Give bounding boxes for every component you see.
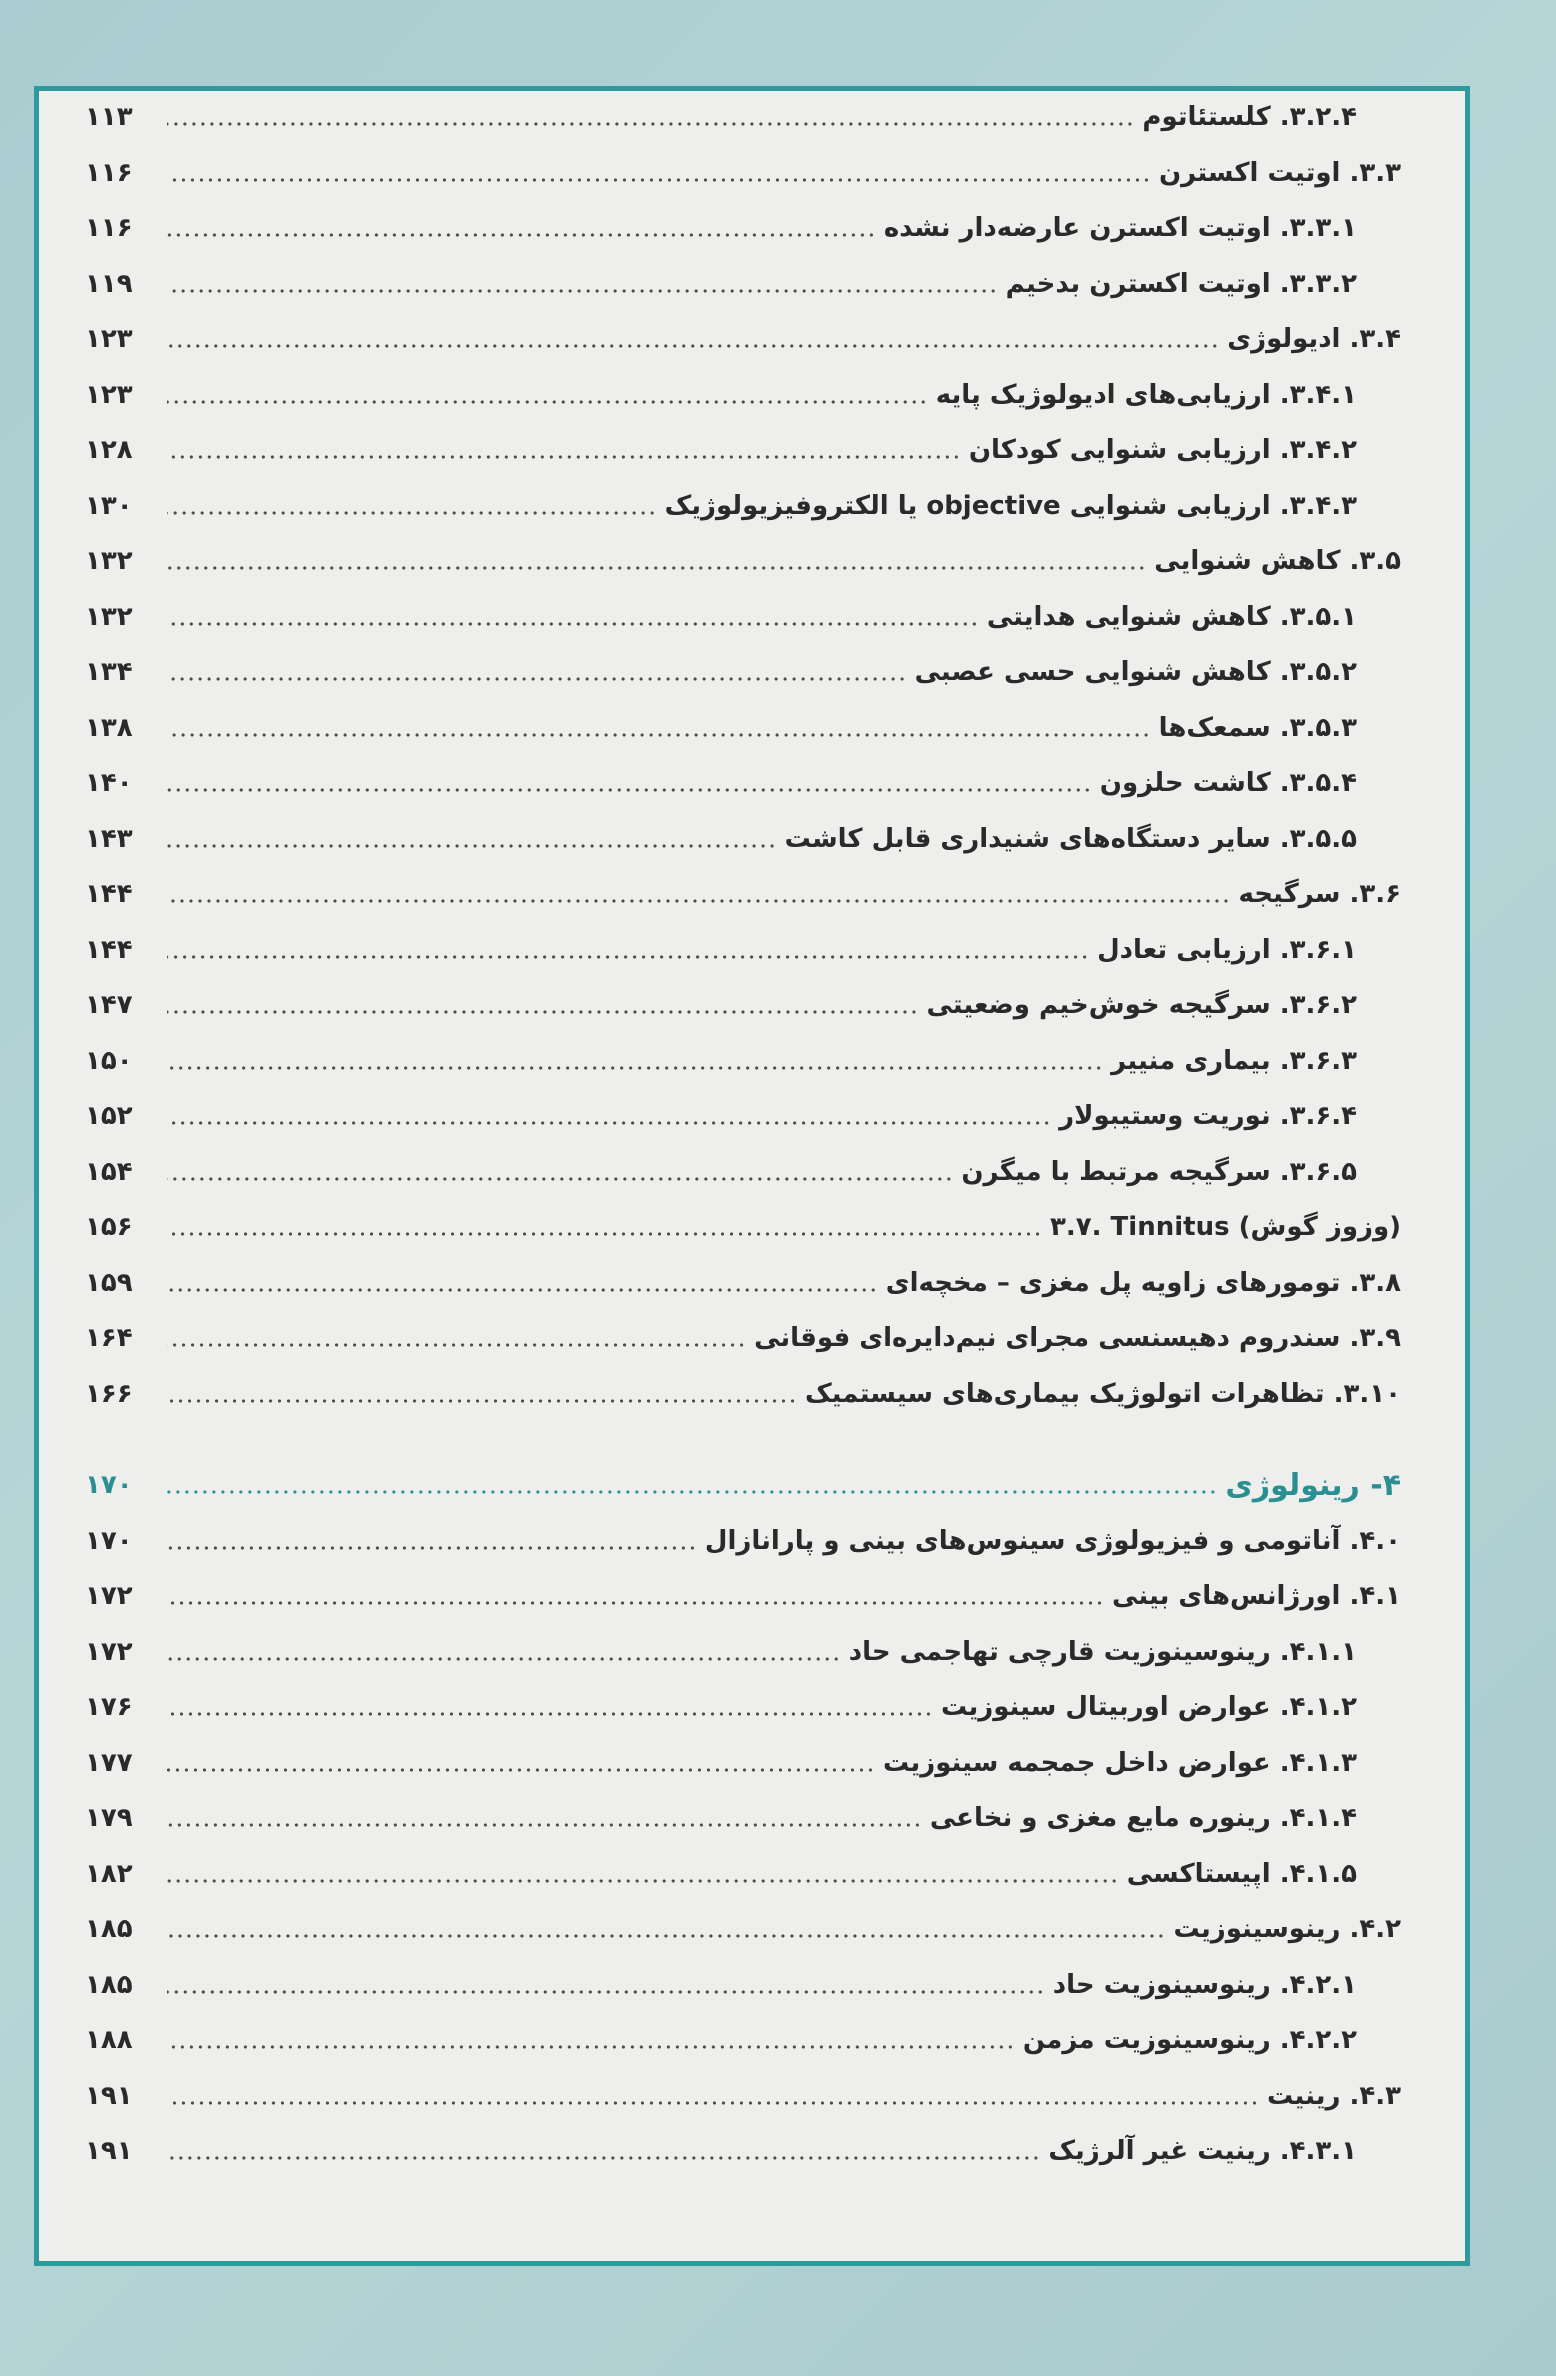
toc-entry-page-number: ۱۴۰ — [85, 768, 133, 798]
dot-leader — [167, 231, 876, 239]
toc-entry — [85, 648, 1401, 696]
toc-entry-title: ۳.۵.۱. کاهش شنوایی هدایتی — [986, 601, 1357, 632]
toc-entry — [85, 2072, 1401, 2120]
toc-entry-page-number: ۱۳۸ — [85, 712, 133, 743]
toc-entry — [85, 260, 1401, 308]
toc-entry-page-number: ۱۵۹ — [85, 1267, 133, 1298]
dot-leader — [167, 1064, 1103, 1072]
toc-entry-title: ۳.۶.۱. ارزیابی تعادل — [1097, 934, 1357, 965]
toc-entry — [85, 1037, 1401, 1085]
toc-entry-page-number: ۱۳۲ — [85, 601, 133, 632]
toc-entry-title: ۳.۹. سندروم دهیسنسی مجرای نیم‌دایره‌ای فوقانی — [754, 1323, 1401, 1353]
toc-entry — [85, 537, 1401, 585]
toc-entry-page-number: ۱۴۴ — [85, 934, 133, 965]
dot-leader — [167, 842, 777, 850]
toc-entry-title: ۳.۴.۳. ارزیابی شنوایی objective یا الکتروفیزیولوژیک — [664, 490, 1357, 521]
toc-entry-page-number: ۱۵۲ — [85, 1101, 133, 1131]
toc-entry — [85, 204, 1401, 252]
toc-entry-title: ۳.۶.۴. نوریت وستیبولار — [1059, 1101, 1357, 1131]
dot-leader — [167, 1397, 797, 1405]
toc-entry — [85, 1370, 1401, 1418]
dot-leader — [167, 398, 928, 406]
toc-entry-title: ۴.۲.۱. رینوسینوزیت حاد — [1052, 1969, 1357, 2000]
toc-entry-title: ۴.۰. آناتومی و فیزیولوژی سینوس‌های بینی و پارانازال — [704, 1525, 1401, 1556]
toc-entry-title: ۴.۱.۴. رینوره مایع مغزی و نخاعی — [929, 1803, 1357, 1833]
toc-entry-page-number: ۱۱۳ — [85, 102, 133, 132]
toc-entry-page-number: ۱۶۶ — [85, 1378, 133, 1409]
toc-entry-page-number: ۱۶۴ — [85, 1323, 133, 1353]
toc-entry-title: ۳.۵.۴. کاشت حلزون — [1099, 768, 1357, 798]
toc-entry-page-number: ۱۷۶ — [85, 1692, 133, 1722]
toc-entry-page-number: ۱۱۶ — [85, 213, 133, 243]
toc-entry-title: ۳.۶. سرگیجه — [1238, 879, 1401, 909]
toc-entry-title: ۴.۲.۲. رینوسینوزیت مزمن — [1022, 2025, 1357, 2055]
dot-leader — [167, 1544, 697, 1552]
toc-entry — [85, 759, 1401, 807]
toc-entry-title: ۴.۳. رینیت — [1266, 2080, 1401, 2111]
dot-leader — [167, 287, 998, 295]
toc-entry-page-number: ۱۱۶ — [85, 157, 133, 188]
dot-leader — [167, 1286, 878, 1294]
toc-entry-page-number: ۱۴۷ — [85, 990, 133, 1020]
toc-entry — [85, 1905, 1401, 1953]
dot-leader — [167, 731, 1151, 739]
toc-entry — [85, 315, 1401, 363]
toc-entry-title: ۳.۵.۵. سایر دستگاه‌های شنیداری قابل کاشت — [784, 823, 1357, 854]
toc-entry-page-number: ۱۱۹ — [85, 268, 133, 299]
toc-entry — [85, 2016, 1401, 2064]
dot-leader — [167, 1655, 841, 1663]
dot-leader — [167, 1230, 1042, 1238]
toc-entry-page-number: ۱۵۰ — [85, 1045, 133, 1076]
toc-entry-page-number: ۱۷۰ — [85, 1525, 133, 1556]
toc-entry-title: ۳.۳.۲. اوتیت اکسترن بدخیم — [1005, 268, 1357, 299]
toc-entry-page-number: ۱۵۶ — [85, 1212, 133, 1242]
toc-entry-page-number: ۱۹۱ — [85, 2136, 133, 2166]
dot-leader — [167, 1488, 1217, 1496]
toc-entry-page-number: ۱۴۴ — [85, 879, 133, 909]
dot-leader — [167, 1932, 1165, 1940]
toc-entry — [85, 981, 1401, 1029]
toc-entry-page-number: ۱۹۱ — [85, 2080, 133, 2111]
dot-leader — [167, 1766, 875, 1774]
toc-entry-page-number: ۱۳۰ — [85, 490, 133, 521]
dot-leader — [167, 1119, 1051, 1127]
toc-entry — [85, 926, 1401, 974]
toc-entry-title: ۳.۴.۱. ارزیابی‌های ادیولوژیک پایه — [935, 379, 1357, 410]
toc-entry-page-number: ۱۷۹ — [85, 1803, 133, 1833]
toc-entry-title: ۳.۵. کاهش شنوایی — [1154, 546, 1401, 576]
toc-entry-page-number: ۱۷۲ — [85, 1636, 133, 1667]
toc-entry-title: ۳.۱۰. تظاهرات اتولوژیک بیماری‌های سیستمیک — [805, 1378, 1401, 1409]
dot-leader — [167, 1877, 1119, 1885]
toc-entry — [85, 1739, 1401, 1787]
toc-entry-title: ۴.۱.۵. اپیستاکسی — [1126, 1858, 1357, 1889]
toc-entry-title: ۳.۶.۳. بیماری منییر — [1111, 1045, 1357, 1076]
toc-entry-title: ۳.۴. ادیولوژی — [1227, 324, 1401, 354]
chapter-heading — [85, 1461, 1401, 1509]
toc-entry — [85, 2127, 1401, 2175]
toc-entry — [85, 1628, 1401, 1676]
dot-leader — [167, 509, 657, 517]
page-frame — [34, 86, 1470, 2266]
toc-entry-title: ۴.۳.۱. رینیت غیر آلرژیک — [1048, 2136, 1357, 2166]
toc-entry — [85, 149, 1401, 197]
toc-entry-page-number: ۱۷۲ — [85, 1581, 133, 1611]
toc-entry — [85, 1203, 1401, 1251]
toc-entry — [85, 93, 1401, 141]
toc-entry-title: ۴.۱. اورژانس‌های بینی — [1112, 1581, 1401, 1611]
toc-entry — [85, 1850, 1401, 1898]
dot-leader — [167, 953, 1089, 961]
toc-entry-title: ۳.۶.۲. سرگیجه خوش‌خیم وضعیتی — [926, 990, 1357, 1020]
toc-entry-title: ۳.۴.۲. ارزیابی شنوایی کودکان — [968, 435, 1357, 465]
dot-leader — [167, 620, 979, 628]
dot-leader — [167, 1821, 922, 1829]
dot-leader — [167, 1175, 953, 1183]
toc-entry — [85, 482, 1401, 530]
toc-entry-title: ۳.۷. Tinnitus (وزوز گوش) — [1050, 1212, 1401, 1242]
dot-leader — [167, 1988, 1045, 1996]
dot-leader — [167, 453, 961, 461]
toc-entry-page-number: ۱۸۸ — [85, 2025, 133, 2055]
toc-entry-title: ۳.۲.۴. کلستئاتوم — [1142, 102, 1357, 132]
dot-leader — [167, 2154, 1040, 2162]
dot-leader — [167, 2043, 1015, 2051]
toc-entry-page-number: ۱۸۵ — [85, 1914, 133, 1944]
dot-leader — [167, 1008, 918, 1016]
toc-entry — [85, 426, 1401, 474]
dot-leader — [167, 786, 1092, 794]
toc-entry-page-number: ۱۴۳ — [85, 823, 133, 854]
toc-entry-page-number: ۱۷۷ — [85, 1747, 133, 1778]
toc-entry-title: ۳.۳.۱. اوتیت اکسترن عارضه‌دار نشده — [883, 213, 1357, 243]
dot-leader — [167, 120, 1134, 128]
toc-entry-page-number: ۱۳۲ — [85, 546, 133, 576]
toc-entry-page-number: ۱۷۰ — [85, 1470, 133, 1500]
toc-entry — [85, 1572, 1401, 1620]
toc-entry — [85, 815, 1401, 863]
toc-entry — [85, 371, 1401, 419]
dot-leader — [167, 1341, 746, 1349]
dot-leader — [167, 564, 1146, 572]
table-of-contents — [39, 91, 1465, 2261]
dot-leader — [167, 1710, 933, 1718]
dot-leader — [167, 1599, 1104, 1607]
toc-entry-page-number: ۱۳۴ — [85, 657, 133, 687]
toc-entry-title: ۳.۶.۵. سرگیجه مرتبط با میگرن — [961, 1156, 1357, 1187]
dot-leader — [167, 176, 1151, 184]
toc-entry-page-number: ۱۲۳ — [85, 324, 133, 354]
toc-entry-title: ۳.۸. تومورهای زاویه پل مغزی – مخچه‌ای — [885, 1267, 1401, 1298]
toc-entry — [85, 1961, 1401, 2009]
toc-entry-page-number: ۱۵۴ — [85, 1156, 133, 1187]
toc-entry-title: ۳.۵.۲. کاهش شنوایی حسی عصبی — [914, 657, 1357, 687]
toc-entry — [85, 1683, 1401, 1731]
dot-leader — [167, 2099, 1259, 2107]
toc-entry-title: ۴- رینولوژی — [1225, 1467, 1401, 1503]
toc-entry — [85, 1092, 1401, 1140]
toc-entry-title: ۴.۱.۲. عوارض اوربیتال سینوزیت — [940, 1692, 1357, 1722]
toc-entry-title: ۳.۳. اوتیت اکسترن — [1158, 157, 1401, 188]
toc-entry-title: ۳.۵.۳. سمعک‌ها — [1158, 712, 1357, 743]
toc-entry — [85, 1259, 1401, 1307]
dot-leader — [167, 675, 907, 683]
toc-entry — [85, 1794, 1401, 1842]
toc-entry-page-number: ۱۲۸ — [85, 435, 133, 465]
toc-entry — [85, 1314, 1401, 1362]
toc-entry — [85, 1148, 1401, 1196]
toc-entry-page-number: ۱۸۲ — [85, 1858, 133, 1889]
dot-leader — [167, 342, 1219, 350]
toc-entry-page-number: ۱۲۳ — [85, 379, 133, 410]
toc-entry-title: ۴.۲. رینوسینوزیت — [1173, 1914, 1401, 1944]
dot-leader — [167, 897, 1230, 905]
toc-entry — [85, 870, 1401, 918]
toc-entry-page-number: ۱۸۵ — [85, 1969, 133, 2000]
toc-entry-title: ۴.۱.۱. رینوسینوزیت قارچی تهاجمی حاد — [848, 1636, 1357, 1667]
toc-entry-title: ۴.۱.۳. عوارض داخل جمجمه سینوزیت — [882, 1747, 1357, 1778]
toc-entry — [85, 704, 1401, 752]
toc-entry — [85, 1517, 1401, 1565]
toc-entry — [85, 593, 1401, 641]
